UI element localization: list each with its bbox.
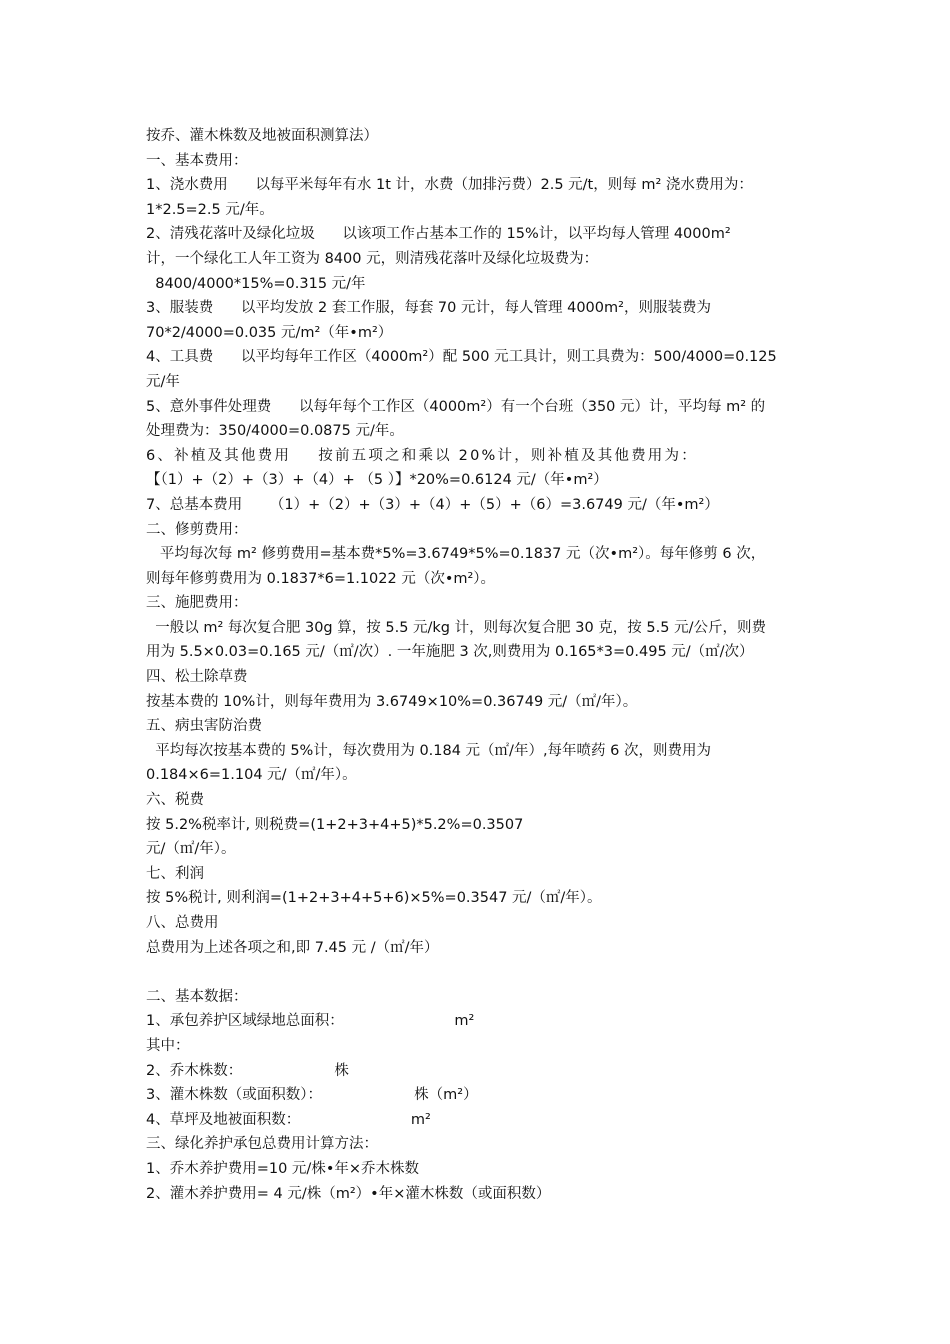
doc-line: 8400/4000*15%=0.315 元/年 (146, 275, 366, 292)
section-heading: 二、修剪费用： (146, 521, 248, 538)
blank-line (146, 960, 810, 985)
doc-line: 按乔、灌木株数及地被面积测算法） (146, 128, 378, 144)
doc-line: 则每年修剪费用为 0.1837*6=1.1022 元（次•m²）。 (146, 570, 496, 587)
doc-line: 6、补植及其他费用 按前五项之和乘以 20%计，则补植及其他费用为： (146, 447, 698, 464)
doc-line: 按基本费的 10%计，则每年费用为 3.6749×10%=0.36749 元/（㎡/年）。 (146, 693, 638, 710)
doc-line: 3、灌木株数（或面积数）： 株（m²） (146, 1087, 478, 1104)
section-heading: 二、基本数据： (146, 988, 248, 1005)
section-heading: 五、病虫害防治费 (146, 718, 262, 735)
doc-line: 2、灌木养护费用= 4 元/株（m²）•年×灌木株数（或面积数） (146, 1185, 551, 1202)
doc-line: 平均每次每 m² 修剪费用=基本费*5%=3.6749*5%=0.1837 元（次•m²）。每年修剪 6 次， (146, 546, 766, 563)
document-body (146, 124, 810, 1206)
section-heading: 六、税费 (146, 792, 204, 809)
section-heading: 四、松土除草费 (146, 669, 248, 686)
doc-line: 计，一个绿化工人年工资为 8400 元，则清残花落叶及绿化垃圾费为： (146, 250, 599, 267)
doc-line: 70*2/4000=0.035 元/m²（年•m²） (146, 324, 393, 341)
doc-line: 【（1）+（2）+（3）+（4）+ （5 ）】*20%=0.6124 元/（年•m²） (146, 472, 608, 489)
section-heading: 一、基本费用： (146, 152, 248, 169)
doc-line: 4、草坪及地被面积数： m² (146, 1111, 431, 1128)
section-heading: 七、利润 (146, 865, 204, 882)
doc-line: 处理费为：350/4000=0.0875 元/年。 (146, 423, 404, 440)
doc-line: 2、清残花落叶及绿化垃圾 以该项工作占基本工作的 15%计，以平均每人管理 4000m² (146, 226, 731, 243)
doc-line: 用为 5.5×0.03=0.165 元/（㎡/次）. 一年施肥 3 次,则费用为 0.165*3=0.495 元/（㎡/次） (146, 644, 754, 661)
doc-line: 0.184×6=1.104 元/（㎡/年）。 (146, 767, 357, 784)
doc-line: 元/（㎡/年）。 (146, 841, 236, 858)
section-heading: 三、施肥费用： (146, 595, 248, 612)
doc-line: 一般以 m² 每次复合肥 30g 算，按 5.5 元/kg 计，则每次复合肥 30 克，按 5.5 元/公斤，则费 (146, 619, 766, 636)
doc-line: 1、浇水费用 以每平米每年有水 1t 计，水费（加排污费）2.5 元/t，则每 m² 浇水费用为： (146, 177, 753, 194)
doc-line: 3、服装费 以平均发放 2 套工作服，每套 70 元计，每人管理 4000m²，则服装费为 (146, 300, 711, 317)
section-heading: 三、绿化养护承包总费用计算方法： (146, 1136, 378, 1153)
doc-line: 1、承包养护区域绿地总面积： m² (146, 1013, 475, 1030)
doc-line: 1*2.5=2.5 元/年。 (146, 201, 274, 218)
doc-line: 5、意外事件处理费 以每年每个工作区（4000m²）有一个台班（350 元）计，平均每 m² 的 (146, 398, 766, 415)
doc-line: 平均每次按基本费的 5%计，每次费用为 0.184 元（㎡/年）,每年喷药 6 次，则费用为 (146, 742, 711, 759)
doc-line: 按 5%税计, 则利润=(1+2+3+4+5+6)×5%=0.3547 元/（㎡/年）。 (146, 890, 602, 907)
doc-line: 4、工具费 以平均每年工作区（4000m²）配 500 元工具计，则工具费为：500/4000=0.125 (146, 349, 777, 366)
doc-line: 1、乔木养护费用=10 元/株•年×乔木株数 (146, 1160, 420, 1177)
doc-line: 总费用为上述各项之和,即 7.45 元 /（㎡/年） (146, 939, 439, 956)
doc-line: 2、乔木株数： 株 (146, 1062, 349, 1079)
doc-line: 按 5.2%税率计, 则税费=(1+2+3+4+5)*5.2%=0.3507 (146, 816, 524, 833)
doc-line: 7、总基本费用 （1）+（2）+（3）+（4）+（5）+（6）=3.6749 元/（年•m²） (146, 496, 719, 513)
doc-line: 元/年 (146, 373, 180, 390)
section-heading: 八、总费用 (146, 915, 219, 931)
doc-line: 其中： (146, 1037, 190, 1054)
